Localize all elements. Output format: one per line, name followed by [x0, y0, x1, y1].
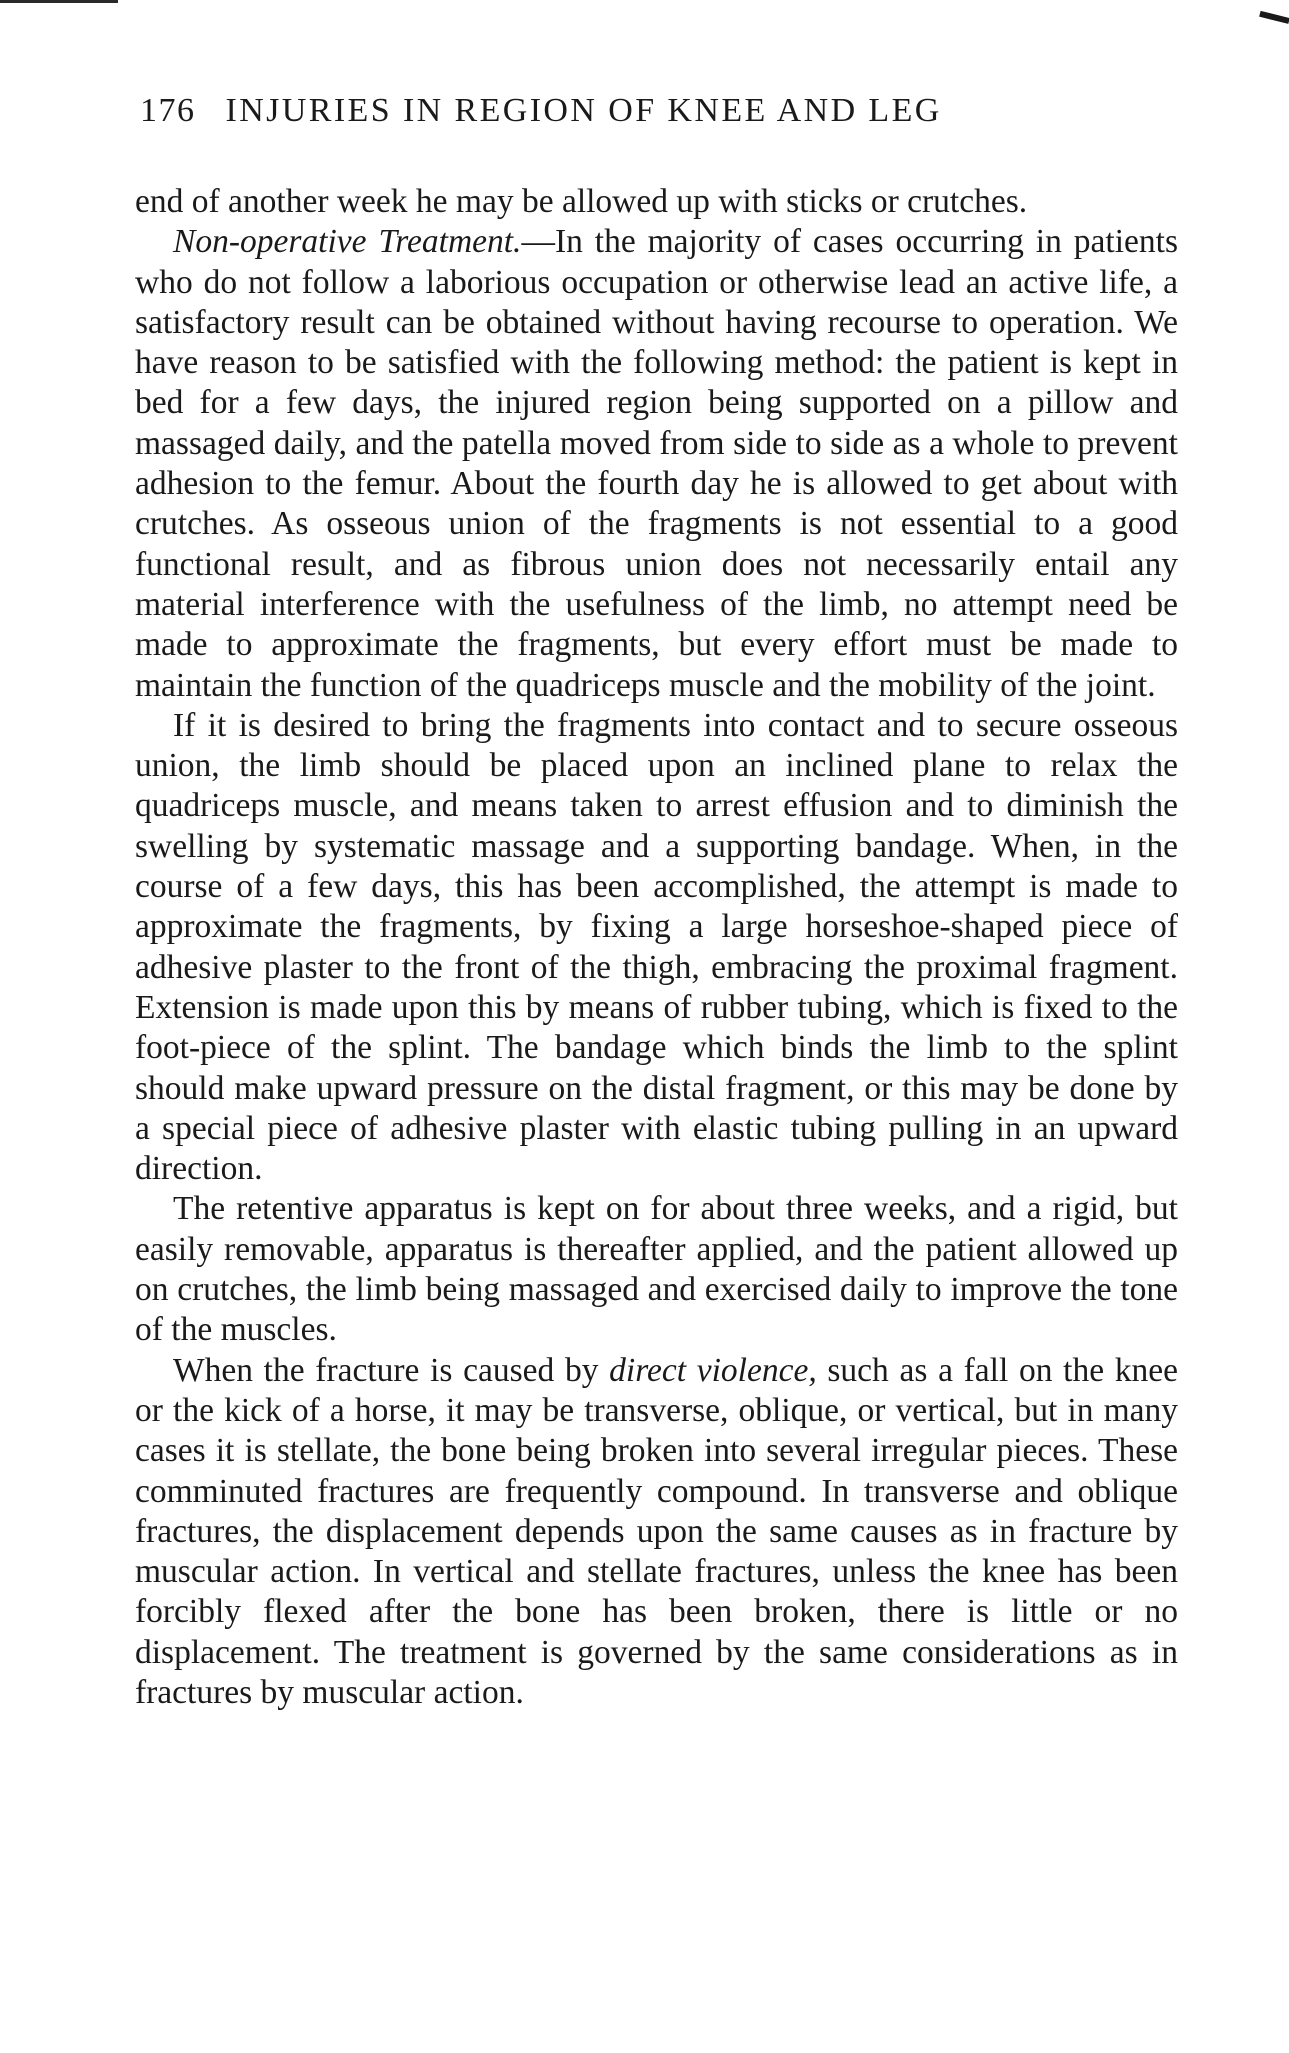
- emphasis-term: direct violence,: [609, 1351, 817, 1389]
- scan-corner-mark: [1259, 11, 1289, 24]
- paragraph-text-after: such as a fall on the knee or the kick of a horse, it may be transverse, oblique, or vertical, but in many cases it is stellate, the bone being broken into several irregular pieces. These comminuted fractures are frequently compound. In transverse and oblique fractures, the displacement depends upon the same causes as in fracture by muscular action. In vertical and stellate fractures, unless the knee has been forcibly flexed after the bone has been broken, there is little or no displacement. The treatment is governed by the same considerations as in fractures by muscular action.: [135, 1351, 1178, 1711]
- paragraph-text: If it is desired to bring the fragments into contact and to secure osseous union, the limb should be placed upon an inclined plane to relax the quadriceps muscle, and means taken to arrest effusion and to diminish the swelling by systematic massage and a supporting bandage. When, in the course of a few days, this has been accomplished, the attempt is made to approximate the fragments, by fixing a large horseshoe-shaped piece of adhesive plaster to the front of the thigh, embracing the proximal fragment. Extension is made upon this by means of rubber tubing, which is fixed to the foot-piece of the splint. The bandage which binds the limb to the splint should make upward pressure on the distal fragment, or this may be done by a special piece of adhesive plaster with elastic tubing pulling in an upward direction.: [135, 706, 1178, 1188]
- scan-edge-mark: [0, 0, 118, 3]
- paragraph-non-operative-treatment: [135, 222, 1178, 706]
- paragraph-osseous-union: [135, 706, 1178, 1190]
- paragraph-text: end of another week he may be allowed up with sticks or crutches.: [135, 183, 1028, 220]
- paragraph-continuation: [135, 182, 1178, 222]
- body-text: [135, 182, 1178, 1713]
- paragraph-retentive-apparatus: [135, 1189, 1178, 1350]
- paragraph-text: The retentive apparatus is kept on for about three weeks, and a rigid, but easily removable, apparatus is thereafter applied, and the patient allowed up on crutches, the limb being massaged and exercised daily to improve the tone of the muscles.: [135, 1190, 1178, 1349]
- page-number: 176: [140, 92, 196, 129]
- paragraph-direct-violence: [135, 1351, 1178, 1714]
- section-lead-heading: Non-operative Treatment.: [173, 223, 522, 261]
- paragraph-text: —In the majority of cases occurring in patients who do not follow a laborious occupation or otherwise lead an active life, a satisfactory result can be obtained without having recourse to operation. We have reason to be satisfied with the following method: the patient is kept in bed for a few days, the injured region being supported on a pillow and massaged daily, and the patella moved from side to side as a whole to prevent adhesion to the femur. About the fourth day he is allowed to get about with crutches. As osseous union of the fragments is not essential to a good functional result, and as fibrous union does not necessarily entail any material interference with the usefulness of the limb, no attempt need be made to approximate the fragments, but every effort must be made to maintain the function of the quadriceps muscle and the mobility of the joint.: [135, 223, 1178, 704]
- paragraph-text-before: When the fracture is caused by: [173, 1351, 610, 1389]
- chapter-title: INJURIES IN REGION OF KNEE AND LEG: [225, 92, 942, 129]
- running-header: [140, 92, 1170, 130]
